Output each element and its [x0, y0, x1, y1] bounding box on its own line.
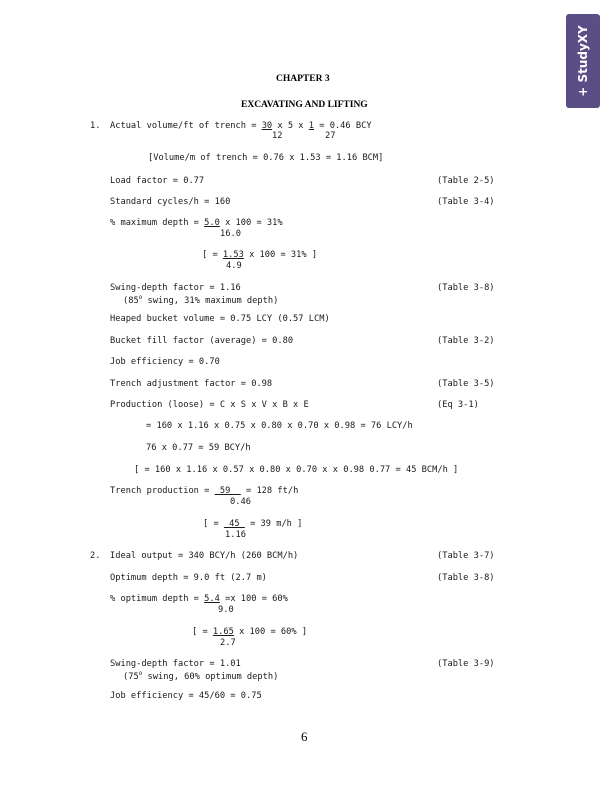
- production-bank-line: 76 x 0.77 = 59 BCY/h: [146, 443, 251, 453]
- bucket-fill-line: Bucket fill factor (average) = 0.80: [110, 336, 294, 346]
- problem-number-1: 1.: [90, 121, 101, 131]
- swing-depth-line: Swing-depth factor = 1.01: [110, 659, 241, 669]
- metric-production-line: [ = 160 x 1.16 x 0.57 x 0.80 x 0.70 x x 0.98 0.77 = 45 BCM/h ]: [134, 465, 459, 475]
- fraction-denominator: 2.7: [220, 638, 236, 648]
- standard-cycles-line: Standard cycles/h = 160: [110, 197, 231, 207]
- max-depth-line: % maximum depth = 5.0 x 100 = 31%: [110, 218, 283, 228]
- studyxy-logo[interactable]: [566, 14, 600, 108]
- fraction-denominator: 9.0: [218, 605, 234, 615]
- swing-note: (85$^o$ swing, 31% maximum depth): [123, 294, 279, 306]
- trench-production-line: Trench production = 59 = 128 ft/h: [110, 486, 299, 496]
- table-reference: (Table 3-9): [437, 659, 495, 669]
- optimum-depth-line: Optimum depth = 9.0 ft (2.7 m): [110, 573, 267, 583]
- production-calc-line: = 160 x 1.16 x 0.75 x 0.80 x 0.70 x 0.98 = 76 LCY/h: [146, 421, 413, 431]
- table-reference: (Table 3-7): [437, 551, 495, 561]
- job-efficiency-line: Job efficiency = 45/60 = 0.75: [110, 691, 262, 701]
- table-reference: (Table 3-5): [437, 379, 495, 389]
- page-number: 6: [301, 729, 308, 744]
- table-reference: (Table 2-5): [437, 176, 495, 186]
- metric-volume-line: [Volume/m of trench = 0.76 x 1.53 = 1.16 BCM]: [148, 153, 384, 163]
- metric-optimum-depth-line: [ = 1.65 x 100 = 60% ]: [192, 627, 308, 637]
- problem-number-2: 2.: [90, 551, 101, 561]
- chapter-title: EXCAVATING AND LIFTING: [241, 100, 368, 110]
- metric-max-depth-line: [ = 1.53 x 100 = 31% ]: [202, 250, 318, 260]
- table-reference: (Table 3-4): [437, 197, 495, 207]
- trench-adjustment-line: Trench adjustment factor = 0.98: [110, 379, 273, 389]
- job-efficiency-line: Job efficiency = 0.70: [110, 357, 220, 367]
- equation-reference: (Eq 3-1): [437, 400, 479, 410]
- swing-note: (75$^o$ swing, 60% optimum depth): [123, 670, 279, 682]
- table-reference: (Table 3-8): [437, 283, 495, 293]
- chapter-heading: CHAPTER 3: [276, 74, 330, 84]
- fraction-denominator: 27: [325, 131, 336, 141]
- ideal-output-line: Ideal output = 340 BCY/h (260 BCM/h): [110, 551, 299, 561]
- table-reference: (Table 3-2): [437, 336, 495, 346]
- actual-volume-line: Actual volume/ft of trench = 30 x 5 x 1 = 0.46 BCY: [110, 121, 372, 131]
- fraction-denominator: 12: [272, 131, 283, 141]
- load-factor-line: Load factor = 0.77: [110, 176, 205, 186]
- brand-label: + StudyXY: [576, 25, 590, 97]
- fraction-denominator: 1.16: [225, 530, 246, 540]
- swing-depth-line: Swing-depth factor = 1.16: [110, 283, 241, 293]
- fraction-denominator: 4.9: [226, 261, 242, 271]
- metric-trench-production-line: [ = 45 = 39 m/h ]: [203, 519, 303, 529]
- fraction-denominator: 16.0: [220, 229, 241, 239]
- table-reference: (Table 3-8): [437, 573, 495, 583]
- percent-optimum-depth-line: % optimum depth = 5.4 =x 100 = 60%: [110, 594, 288, 604]
- fraction-denominator: 0.46: [230, 497, 251, 507]
- bucket-volume-line: Heaped bucket volume = 0.75 LCY (0.57 LCM): [110, 314, 330, 324]
- production-formula-line: Production (loose) = C x S x V x B x E: [110, 400, 309, 410]
